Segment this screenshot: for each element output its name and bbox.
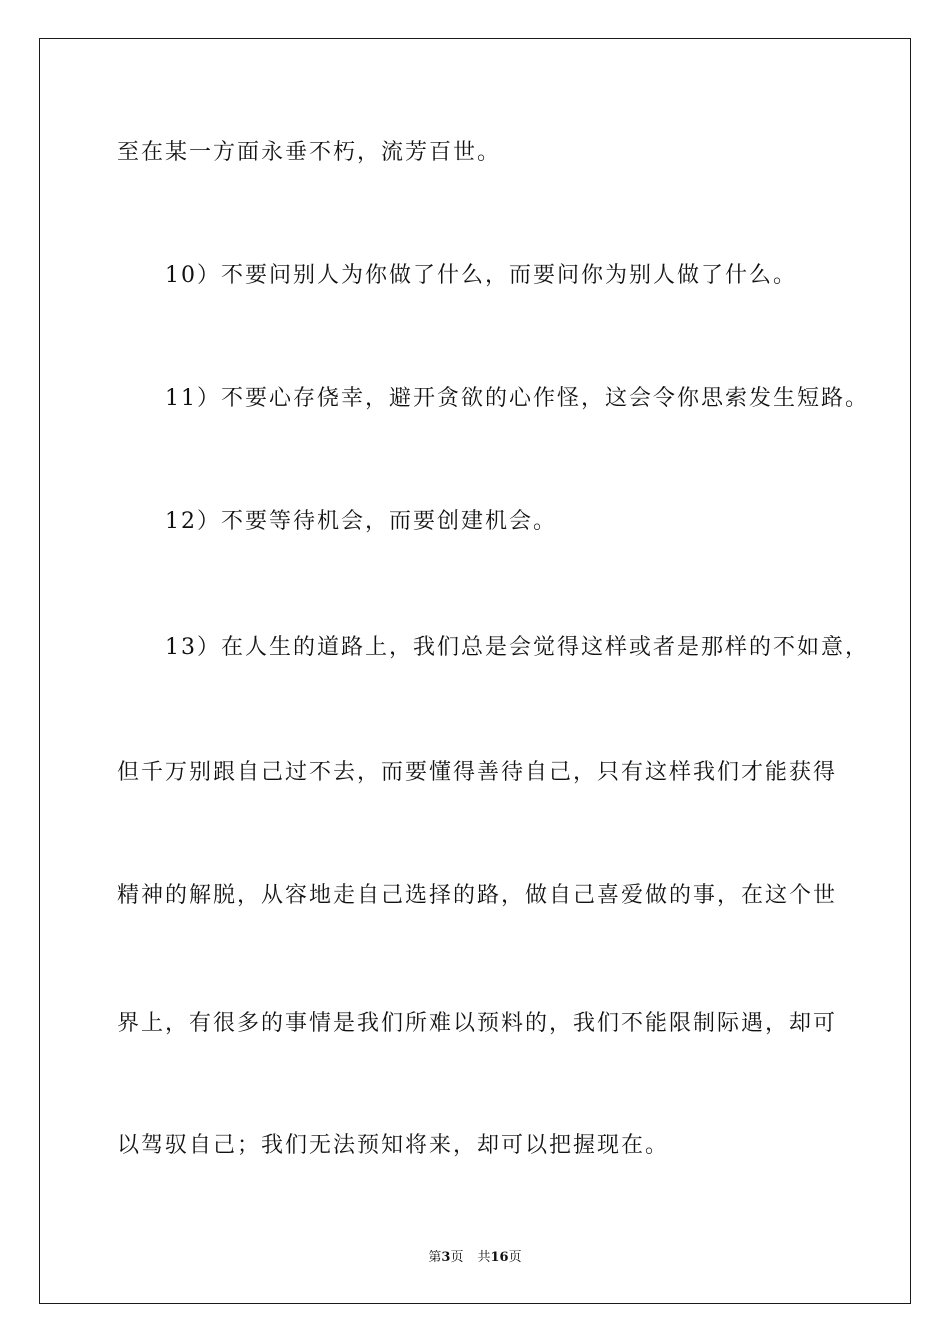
footer-total-suffix: 页 — [508, 1250, 522, 1265]
footer-page-number: 3 — [441, 1250, 451, 1265]
text-line-4: 12）不要等待机会，而要创建机会。 — [165, 509, 557, 534]
text-line-1: 至在某一方面永垂不朽，流芳百世。 — [117, 140, 502, 165]
text-line-9: 以驾驭自己；我们无法预知将来，却可以把握现在。 — [117, 1133, 670, 1158]
page-footer — [0, 1249, 950, 1267]
text-line-8: 界上，有很多的事情是我们所难以预料的，我们不能限制际遇，却可 — [117, 1011, 838, 1036]
text-line-2: 10）不要问别人为你做了什么，而要问你为别人做了什么。 — [165, 263, 797, 288]
page-border — [39, 38, 911, 1304]
text-line-5: 13）在人生的道路上，我们总是会觉得这样或者是那样的不如意， — [165, 635, 869, 660]
footer-page-prefix: 第 — [428, 1250, 442, 1265]
text-line-6: 但千万别跟自己过不去，而要懂得善待自己，只有这样我们才能获得 — [117, 760, 838, 785]
footer-page-suffix: 页 — [450, 1250, 464, 1265]
footer-total-prefix: 共 — [477, 1250, 491, 1265]
text-line-7: 精神的解脱，从容地走自己选择的路，做自己喜爱做的事，在这个世 — [117, 883, 838, 908]
text-line-3: 11）不要心存侥幸，避开贪欲的心作怪，这会令你思索发生短路。 — [165, 386, 869, 411]
footer-total-pages: 16 — [490, 1250, 509, 1265]
